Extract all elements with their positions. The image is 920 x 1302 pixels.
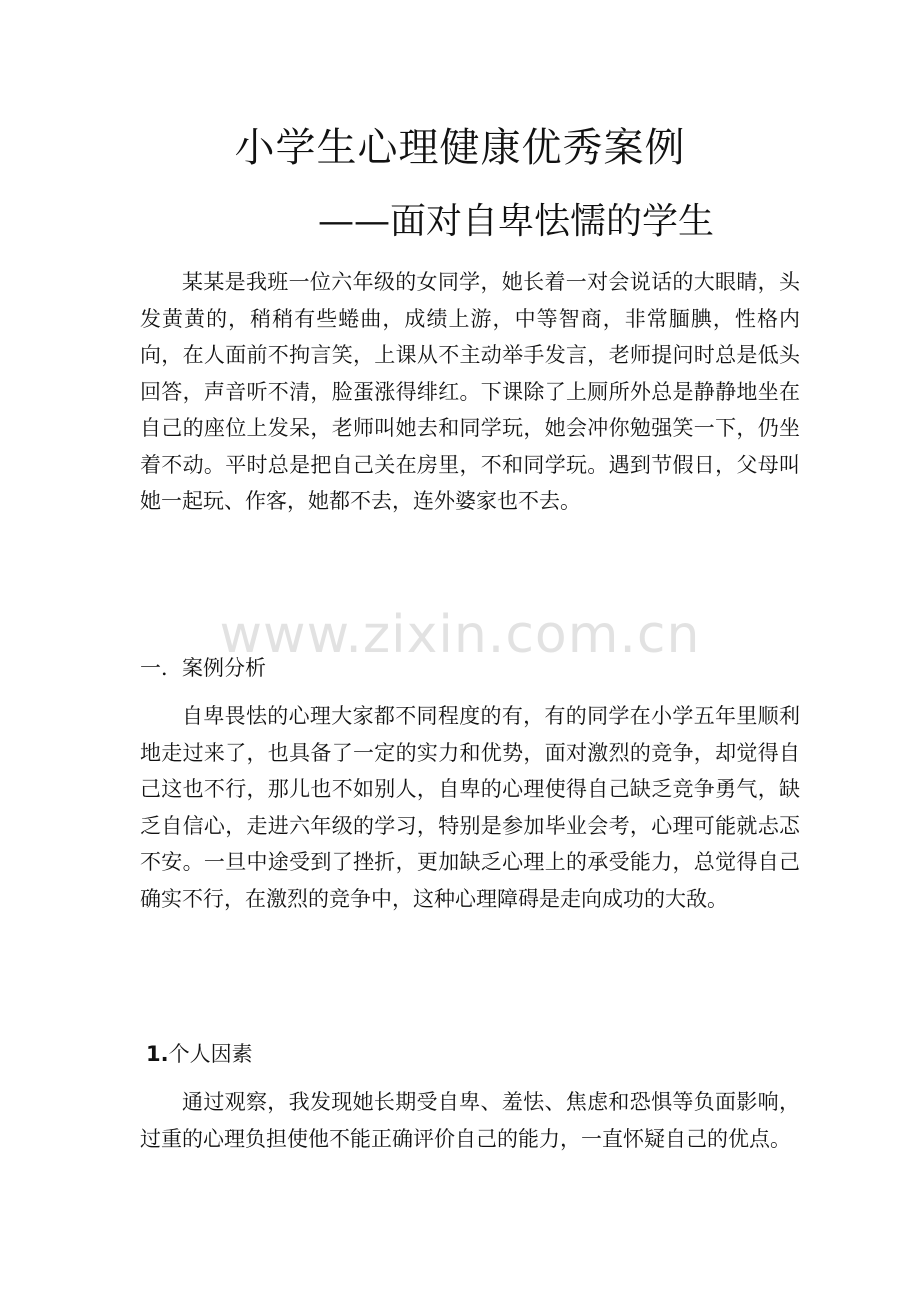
watermark-text: www.zixin.com.cn [219, 605, 701, 665]
document-subtitle: ——面对自卑怯懦的学生 [318, 201, 715, 242]
document-title: 小学生心理健康优秀案例 [234, 125, 686, 171]
section-heading-text: 个人因素 [168, 1042, 253, 1066]
section-heading-analysis: 一．案例分析 [140, 656, 266, 680]
section-number: 1. [146, 1042, 169, 1066]
personal-paragraph: 通过观察，我发现她长期受自卑、羞怯、焦虑和恐惧等负面影响，过重的心理负担使他不能正确评价自己的能力，一直怀疑自己的优点。 [140, 1090, 800, 1151]
analysis-paragraph: 自卑畏怯的心理大家都不同程度的有，有的同学在小学五年里顺利地走过来了，也具备了一定的实力和优势，面对激烈的竞争，却觉得自己这也不行，那儿也不如别人，自卑的心理使得自己缺乏竞争勇气，缺乏自信心，走进六年级的学习，特别是参加毕业会考，心理可能就忐忑不安。一旦中途受到了挫折，更加缺乏心理上的承受能力，总觉得自己确实不行，在激烈的竞争中，这种心理障碍是走向成功的大敌。 [140, 704, 800, 911]
section-heading-personal [146, 1036, 253, 1072]
intro-paragraph: 某某是我班一位六年级的女同学，她长着一对会说话的大眼睛，头发黄黄的，稍稍有些蜷曲，成绩上游，中等智商，非常腼腆，性格内向，在人面前不拘言笑，上课从不主动举手发言，老师提问时总是低头回答，声音听不清，脸蛋涨得绯红。下课除了上厕所外总是静静地坐在自己的座位上发呆，老师叫她去和同学玩，她会冲你勉强笑一下，仍坐着不动。平时总是把自己关在房里，不和同学玩。遇到节假日，父母叫她一起玩、作客，她都不去，连外婆家也不去。 [140, 270, 800, 513]
